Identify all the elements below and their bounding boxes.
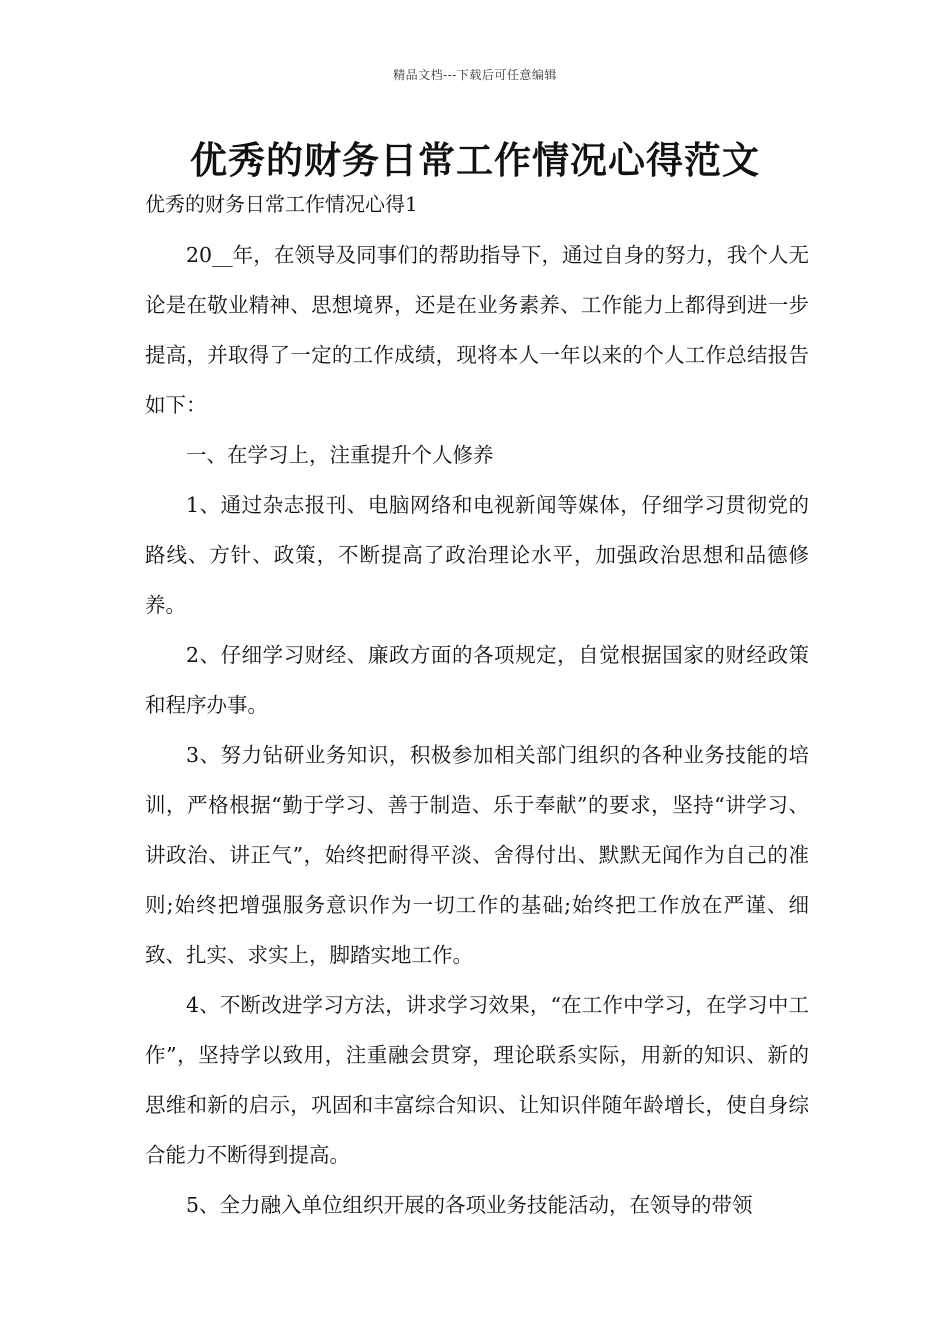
document-title: 优秀的财务日常工作情况心得范文 [190, 139, 760, 182]
paragraph-item-1: 1、通过杂志报刊、电脑网络和电视新闻等媒体，仔细学习贯彻党的路线、方针、政策，不断提高了政治理论水平，加强政治思想和品德修养。 [145, 493, 809, 617]
document-body [145, 230, 809, 1230]
section-heading-study: 一、在学习上，注重提升个人修养 [186, 443, 494, 467]
paragraph-item-5: 5、全力融入单位组织开展的各项业务技能活动，在领导的带领 [186, 1193, 753, 1217]
paragraph-item-4: 4、不断改进学习方法，讲求学习效果，“在工作中学习，在学习中工作”，坚持学以致用，注重融会贯穿，理论联系实际，用新的知识、新的思维和新的启示，巩固和丰富综合知识、让知识伴随年龄增长，使自身综合能力不断得到提高。 [145, 993, 809, 1167]
document-subtitle: 优秀的财务日常工作情况心得1 [145, 192, 418, 216]
paragraph-item-2: 2、仔细学习财经、廉政方面的各项规定，自觉根据国家的财经政策和程序办事。 [145, 643, 809, 717]
header-note: 精品文档---下载后可任意编辑 [393, 68, 557, 82]
paragraph-intro: 20__年，在领导及同事们的帮助指导下，通过自身的努力，我个人无论是在敬业精神、思想境界，还是在业务素养、工作能力上都得到进一步提高，并取得了一定的工作成绩，现将本人一年以来的个人工作总结报告如下： [145, 243, 809, 417]
paragraph-item-3: 3、努力钻研业务知识，积极参加相关部门组织的各种业务技能的培训，严格根据“勤于学习、善于制造、乐于奉献”的要求，坚持“讲学习、讲政治、讲正气”，始终把耐得平淡、舍得付出、默默无闻作为自己的准则;始终把增强服务意识作为一切工作的基础;始终把工作放在严谨、细致、扎实、求实上，脚踏实地工作。 [145, 743, 809, 967]
